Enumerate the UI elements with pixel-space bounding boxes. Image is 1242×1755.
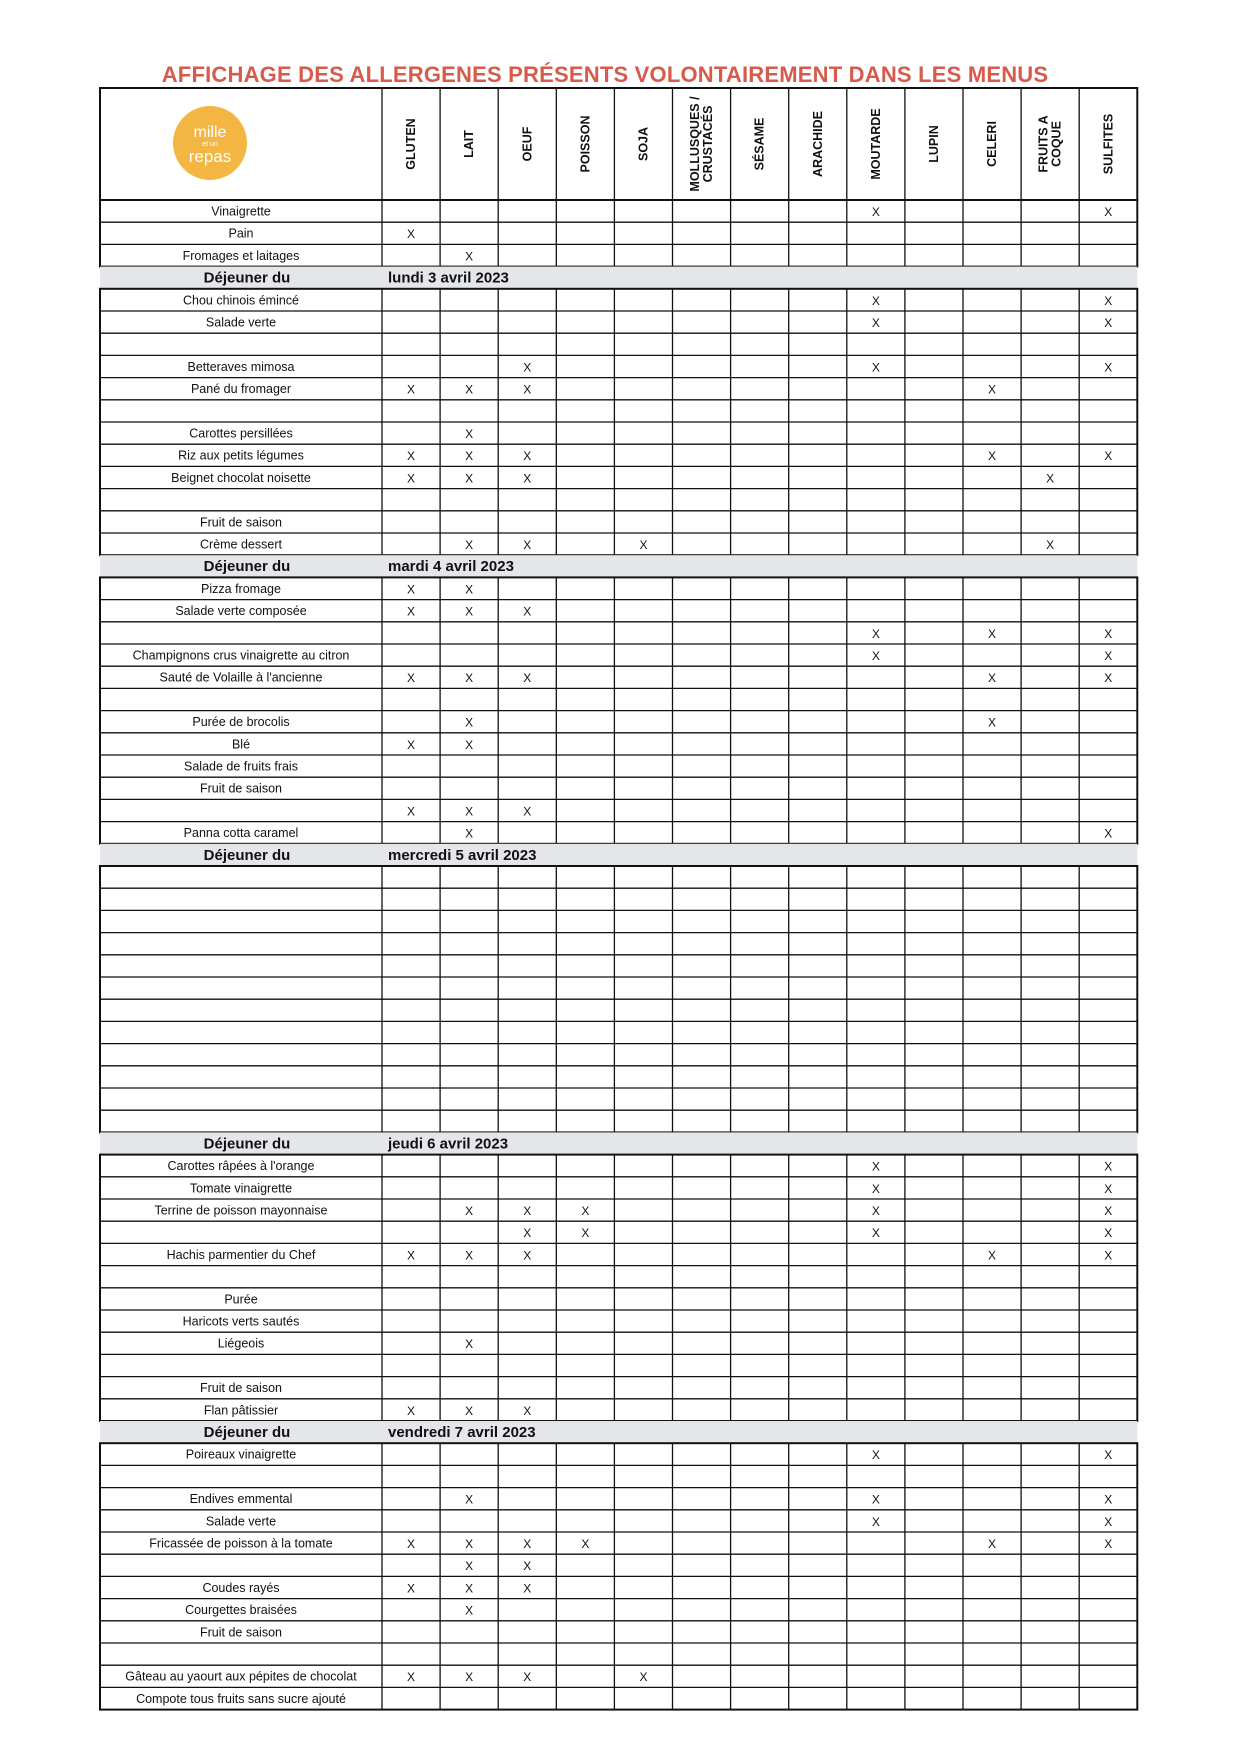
allergen-mark: X — [988, 626, 997, 641]
column-header-label: MOUTARDE — [868, 108, 883, 180]
table-row — [100, 1248, 1137, 1266]
dish-name: Riz aux petits légumes — [178, 448, 304, 463]
table-row — [100, 804, 1137, 821]
table-row — [100, 1337, 1137, 1355]
day-date: mercredi 5 avril 2023 — [388, 846, 537, 864]
standing-items-section — [100, 200, 1137, 267]
allergen-mark: X — [1104, 1204, 1113, 1218]
allergen-mark: X — [988, 449, 997, 464]
allergen-mark: X — [523, 1559, 532, 1574]
dish-name: Fruit de saison — [200, 781, 282, 796]
allergen-mark: X — [407, 737, 416, 752]
day-header — [100, 844, 1137, 866]
header-block — [100, 88, 1137, 200]
allergen-mark: X — [407, 227, 416, 242]
table-row — [100, 1537, 1137, 1555]
table-row — [100, 382, 1137, 400]
allergen-mark: X — [523, 1248, 532, 1263]
table-row — [100, 1692, 1137, 1710]
allergen-mark: X — [465, 538, 474, 552]
column-header-label: SÉSAME — [752, 117, 767, 171]
dish-name: Terrine de poisson mayonnaise — [154, 1203, 328, 1218]
allergen-mark: X — [1104, 649, 1113, 663]
logo-line1: mille — [193, 124, 227, 141]
allergen-mark: X — [1104, 1181, 1113, 1196]
header-frame — [100, 88, 1137, 200]
allergen-mark: X — [465, 604, 474, 619]
allergen-mark: X — [407, 1670, 416, 1685]
allergen-mark: X — [871, 1181, 880, 1196]
table-row — [100, 427, 1137, 445]
column-header-lait — [462, 130, 476, 158]
column-header-label: MOLLUSQUES / — [688, 96, 703, 192]
allergen-mark: X — [465, 1403, 474, 1418]
allergen-mark: X — [407, 382, 416, 397]
allergen-mark: X — [523, 671, 532, 686]
column-header-label: GLUTEN — [404, 118, 419, 170]
dish-name: Tomate vinaigrette — [189, 1181, 293, 1196]
dish-name: Fruit de saison — [200, 1625, 282, 1640]
allergen-mark: X — [1104, 449, 1113, 464]
day-date: lundi 3 avril 2023 — [388, 269, 509, 287]
allergen-mark: X — [871, 626, 880, 641]
day-section — [100, 866, 1137, 1132]
dish-name: Compote tous fruits sans sucre ajouté — [136, 1691, 346, 1706]
allergen-mark: X — [465, 1603, 474, 1618]
allergen-mark: X — [988, 715, 997, 730]
allergen-mark: X — [523, 360, 532, 375]
allergen-mark: X — [1104, 205, 1113, 219]
day-section — [100, 289, 1137, 555]
allergen-mark: X — [871, 1514, 880, 1529]
column-header-label: OEUF — [520, 126, 535, 162]
allergen-mark: X — [407, 1403, 416, 1418]
allergen-mark: X — [523, 449, 532, 464]
dish-name: Betteraves mimosa — [187, 359, 295, 374]
allergen-mark: X — [581, 1537, 590, 1551]
allergen-mark: X — [523, 1670, 532, 1685]
dish-name: Blé — [231, 737, 251, 752]
column-header-label: POISSON — [578, 115, 593, 173]
table-row — [100, 737, 1137, 755]
allergen-mark: X — [871, 293, 880, 308]
allergen-mark: X — [1104, 1537, 1113, 1551]
dish-name: Carottes persillées — [189, 426, 293, 441]
allergen-mark: X — [407, 1248, 416, 1263]
day-date: mardi 4 avril 2023 — [388, 558, 514, 576]
allergen-mark: X — [871, 649, 880, 663]
table-row — [100, 582, 1137, 600]
table-row — [100, 627, 1137, 644]
column-header-label: SULFITES — [1101, 113, 1116, 175]
allergen-mark: X — [1046, 471, 1055, 486]
column-header-gluten — [404, 118, 418, 169]
allergen-mark: X — [988, 382, 997, 397]
allergen-mark: X — [465, 1670, 474, 1685]
allergen-mark: X — [523, 382, 532, 397]
document-title: AFFICHAGE DES ALLERGENES PRÉSENTS VOLONTAIREMENT DANS LES MENUS — [161, 62, 1049, 87]
dish-name: Pizza fromage — [201, 581, 281, 596]
dish-name: Fricassée de poisson à la tomate — [149, 1536, 333, 1551]
table-row — [100, 1204, 1137, 1222]
table-row — [100, 826, 1137, 844]
dish-name: Flan pâtissier — [203, 1403, 279, 1418]
table-row — [100, 760, 1137, 778]
table-row — [100, 1226, 1137, 1243]
allergen-mark: X — [407, 449, 416, 464]
dish-name: Chou chinois émincé — [182, 293, 300, 308]
day-section — [100, 1155, 1137, 1421]
allergen-table — [100, 200, 1137, 1710]
allergen-mark: X — [1104, 626, 1113, 641]
table-row — [100, 1559, 1137, 1576]
table-row — [100, 449, 1137, 467]
table-row — [100, 1381, 1137, 1399]
table-row — [100, 249, 1137, 267]
allergen-mark: X — [465, 1559, 474, 1574]
table-row — [100, 1292, 1137, 1310]
logo-line2: et un — [202, 141, 218, 148]
dish-name: Poireaux vinaigrette — [185, 1447, 297, 1462]
allergen-mark: X — [1046, 538, 1055, 552]
allergen-mark: X — [581, 1204, 590, 1218]
allergen-mark: X — [1104, 1492, 1113, 1507]
allergen-mark: X — [1104, 826, 1113, 841]
dish-name: Haricots verts sautés — [182, 1314, 300, 1329]
dish-name: Panna cotta caramel — [183, 826, 299, 841]
column-header-label: CELERI — [985, 121, 1000, 167]
column-header-mollusques-crustac-s — [688, 96, 715, 192]
mille-et-un-repas-logo — [173, 106, 247, 180]
allergen-mark: X — [523, 1581, 532, 1596]
allergen-mark: X — [465, 1492, 474, 1507]
allergen-mark: X — [1104, 1248, 1113, 1263]
allergen-mark: X — [523, 1537, 532, 1551]
allergen-mark: X — [465, 382, 474, 397]
allergen-mark: X — [465, 1204, 474, 1218]
column-header-label: LUPIN — [926, 125, 941, 163]
day-label: Déjeuner du — [203, 846, 291, 864]
allergen-mark: X — [1104, 1448, 1113, 1463]
allergen-mark: X — [465, 427, 474, 441]
day-label: Déjeuner du — [203, 1135, 291, 1153]
dish-name: Salade de fruits frais — [184, 759, 298, 774]
day-section — [100, 1443, 1137, 1709]
allergen-mark: X — [407, 1581, 416, 1596]
dish-name: Hachis parmentier du Chef — [166, 1247, 316, 1262]
allergen-mark: X — [871, 316, 880, 330]
allergen-mark: X — [465, 715, 474, 730]
dish-name: Fruit de saison — [200, 515, 282, 530]
table-row — [100, 538, 1137, 556]
allergen-mark: X — [465, 249, 474, 264]
allergen-mark: X — [523, 1226, 532, 1241]
dish-name: Liégeois — [217, 1336, 265, 1351]
allergen-mark: X — [465, 1537, 474, 1551]
column-header-label: FRUITS A — [1036, 115, 1051, 173]
allergen-mark: X — [639, 538, 648, 552]
allergen-mark: X — [465, 804, 474, 819]
table-row — [100, 227, 1137, 245]
allergen-mark: X — [523, 538, 532, 552]
dish-name: Coudes rayés — [202, 1580, 280, 1595]
day-date: jeudi 6 avril 2023 — [388, 1135, 509, 1153]
table-row — [100, 1403, 1137, 1421]
allergen-mark: X — [523, 1204, 532, 1218]
dish-name: Salade verte — [205, 1514, 277, 1529]
dish-name: Beignet chocolat noisette — [171, 470, 311, 485]
column-header-lupin — [927, 125, 941, 163]
table-row — [100, 1315, 1137, 1333]
allergen-mark: X — [465, 671, 474, 686]
dish-name: Salade verte composée — [175, 604, 307, 619]
column-header-oeuf — [520, 126, 534, 161]
table-row — [100, 1670, 1137, 1688]
column-header-s-same — [752, 118, 767, 171]
dish-name: Gâteau au yaourt aux pépites de chocolat — [125, 1669, 357, 1684]
logo-line3: repas — [188, 147, 232, 166]
allergen-mark: X — [1104, 316, 1113, 330]
allergen-mark: X — [407, 804, 416, 819]
column-header-sulfites — [1101, 114, 1115, 174]
allergen-mark: X — [407, 604, 416, 619]
dish-name: Sauté de Volaille à l'ancienne — [159, 670, 323, 685]
column-header-moutarde — [869, 108, 883, 179]
table-row — [100, 1448, 1137, 1466]
allergen-mark: X — [871, 1492, 880, 1507]
allergen-mark: X — [523, 1403, 532, 1418]
dish-name: Purée — [224, 1292, 258, 1307]
dish-name: Fruit de saison — [200, 1381, 282, 1396]
dish-name: Fromages et laitages — [182, 248, 300, 263]
dish-name: Purée de brocolis — [192, 715, 290, 730]
column-header-soja — [636, 127, 650, 161]
table-row — [100, 1514, 1137, 1532]
day-label: Déjeuner du — [203, 1424, 291, 1441]
allergen-mark: X — [1104, 293, 1113, 308]
allergen-mark: X — [871, 360, 880, 375]
table-row — [100, 1492, 1137, 1510]
table-row — [100, 649, 1137, 667]
allergen-mark: X — [988, 1248, 997, 1263]
allergen-mark: X — [465, 826, 474, 841]
allergen-mark: X — [639, 1670, 648, 1685]
allergen-mark: X — [465, 1248, 474, 1263]
table-row — [100, 205, 1137, 223]
table-row — [100, 316, 1137, 334]
allergen-mark: X — [407, 582, 416, 597]
column-header-label: CRUSTACÉS — [701, 105, 716, 183]
column-header-label: ARACHIDE — [810, 111, 825, 177]
column-header-label: SOJA — [636, 126, 651, 162]
day-section — [100, 577, 1137, 843]
day-header — [100, 1421, 1137, 1443]
table-row — [100, 604, 1137, 622]
table-row — [100, 1159, 1137, 1177]
allergen-mark: X — [581, 1226, 590, 1241]
table-row — [100, 782, 1137, 800]
allergen-mark: X — [1104, 1514, 1113, 1529]
day-header — [100, 555, 1137, 577]
dish-name: Vinaigrette — [211, 204, 271, 219]
allergen-mark: X — [871, 1226, 880, 1241]
column-header-celeri — [985, 121, 999, 167]
table-row — [100, 471, 1137, 489]
dish-name: Crème dessert — [200, 537, 282, 552]
day-date: vendredi 7 avril 2023 — [388, 1424, 536, 1441]
day-header — [100, 267, 1137, 289]
allergen-mark: X — [1104, 360, 1113, 375]
allergen-mark: X — [465, 449, 474, 464]
allergen-mark: X — [523, 471, 532, 486]
allergen-mark: X — [871, 1448, 880, 1463]
allergen-mark: X — [523, 604, 532, 619]
table-row — [100, 1181, 1137, 1199]
column-header-arachide — [811, 111, 825, 177]
allergen-mark: X — [871, 1204, 880, 1218]
allergen-mark: X — [1104, 1159, 1113, 1174]
allergen-mark: X — [988, 671, 997, 686]
day-label: Déjeuner du — [203, 558, 291, 576]
allergen-mark: X — [407, 471, 416, 486]
day-label: Déjeuner du — [203, 269, 291, 287]
allergen-mark: X — [988, 1537, 997, 1551]
allergen-mark: X — [407, 1537, 416, 1551]
table-row — [100, 1581, 1137, 1599]
allergen-mark: X — [465, 1581, 474, 1596]
allergen-mark: X — [871, 205, 880, 219]
dish-name: Carottes râpées à l'orange — [167, 1159, 315, 1174]
allergen-mark: X — [523, 804, 532, 819]
column-header-fruits-a-coque — [1037, 115, 1064, 172]
column-header-poisson — [578, 116, 592, 173]
allergen-mark: X — [465, 737, 474, 752]
day-header — [100, 1132, 1137, 1154]
allergen-mark: X — [871, 1159, 880, 1174]
table-row — [100, 1603, 1137, 1621]
allergen-mark: X — [1104, 1226, 1113, 1241]
allergen-mark: X — [465, 1337, 474, 1352]
dish-name: Salade verte — [205, 315, 277, 330]
dish-name: Endives emmental — [189, 1492, 293, 1507]
dish-name: Courgettes braisées — [185, 1603, 297, 1618]
table-row — [100, 671, 1137, 689]
table-row — [100, 515, 1137, 533]
allergen-mark: X — [465, 582, 474, 597]
dish-name: Champignons crus vinaigrette au citron — [132, 648, 350, 663]
column-header-label: COQUE — [1049, 121, 1064, 167]
table-row — [100, 1625, 1137, 1643]
table-row — [100, 360, 1137, 378]
dish-name: Pain — [228, 226, 254, 241]
allergen-mark: X — [407, 671, 416, 686]
allergen-mark: X — [465, 471, 474, 486]
table-row — [100, 293, 1137, 311]
table-row — [100, 715, 1137, 733]
column-header-label: LAIT — [462, 130, 477, 158]
allergen-mark: X — [1104, 671, 1113, 686]
dish-name: Pané du fromager — [190, 382, 292, 397]
